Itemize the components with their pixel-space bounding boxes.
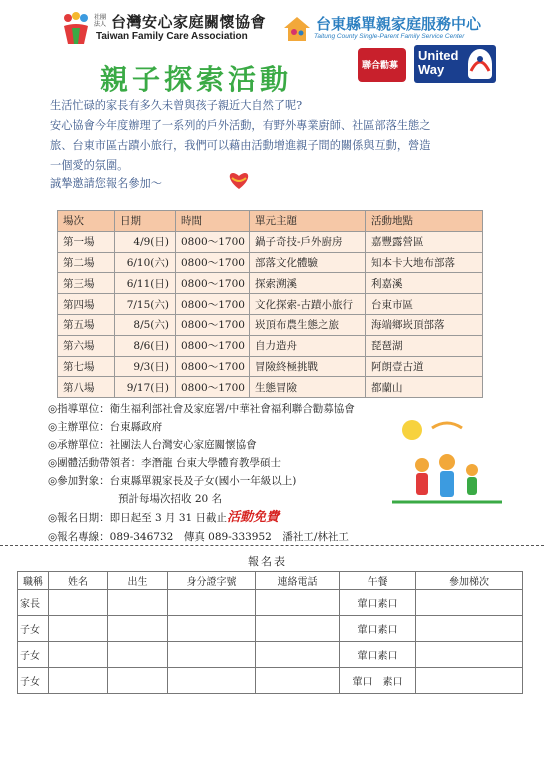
schedule-cell-time: 0800～1700 [176, 252, 250, 273]
schedule-cell-location: 都蘭山 [366, 377, 483, 398]
schedule-cell-date: 4/9(日) [115, 231, 176, 252]
form-cell-id-number[interactable] [168, 668, 256, 694]
schedule-cell-time: 0800～1700 [176, 273, 250, 294]
host-unit: ◎主辦單位：台東縣政府 [48, 421, 163, 433]
contact-info: ◎報名專線：089-346732 傳真 089-333952 潘社工/林社工 [48, 531, 349, 543]
schedule-cell-time: 0800～1700 [176, 356, 250, 377]
col-theme: 單元主題 [250, 211, 366, 232]
col-sessions: 參加梯次 [416, 572, 523, 590]
col-id-number: 身分證字號 [168, 572, 256, 590]
form-cell-role: 子女 [18, 642, 49, 668]
schedule-row [58, 273, 483, 294]
col-phone: 連絡電話 [256, 572, 340, 590]
association-name: 台灣安心家庭關懷協會 [111, 13, 267, 31]
intro-line-2: 安心協會今年度辦理了一系列的戶外活動，有野外專業廚師、社區部落生態之 [50, 119, 431, 132]
schedule-cell-session: 第二場 [58, 252, 115, 273]
form-cell-birth[interactable] [108, 590, 168, 616]
form-cell-id-number[interactable] [168, 642, 256, 668]
cut-line-divider [0, 545, 544, 546]
schedule-cell-location: 琵琶湖 [366, 335, 483, 356]
form-cell-phone[interactable] [256, 616, 340, 642]
form-cell-role: 子女 [18, 668, 49, 694]
intro-line-5: 誠摯邀請您報名參加～ [50, 177, 162, 190]
org-badge: 社團 法人 [94, 14, 107, 28]
schedule-cell-time: 0800～1700 [176, 231, 250, 252]
united-way-emblem-icon [468, 49, 492, 79]
schedule-cell-location: 知本卡大地布部落 [366, 252, 483, 273]
form-cell-meal[interactable]: 葷口素口 [340, 590, 416, 616]
schedule-cell-session: 第四場 [58, 294, 115, 315]
col-role: 職稱 [18, 572, 49, 590]
form-cell-name[interactable] [49, 668, 108, 694]
schedule-table [57, 210, 483, 398]
schedule-cell-time: 0800～1700 [176, 335, 250, 356]
schedule-cell-theme: 冒險終極挑戰 [250, 356, 366, 377]
schedule-row [58, 231, 483, 252]
schedule-cell-theme: 部落文化體驗 [250, 252, 366, 273]
center-name: 台東縣單親家庭服務中心 [316, 15, 482, 33]
schedule-cell-session: 第三場 [58, 273, 115, 294]
schedule-cell-session: 第六場 [58, 335, 115, 356]
col-location: 活動地點 [366, 211, 483, 232]
association-logo-icon [62, 12, 90, 46]
schedule-cell-time: 0800～1700 [176, 377, 250, 398]
schedule-row [58, 335, 483, 356]
form-title: 報名表 [248, 555, 287, 568]
schedule-cell-location: 台東市區 [366, 294, 483, 315]
form-cell-id-number[interactable] [168, 590, 256, 616]
schedule-cell-theme: 探索溯溪 [250, 273, 366, 294]
schedule-cell-theme: 生態冒險 [250, 377, 366, 398]
form-cell-name[interactable] [49, 642, 108, 668]
col-time: 時間 [176, 211, 250, 232]
schedule-row [58, 356, 483, 377]
form-row [18, 590, 523, 616]
schedule-cell-session: 第五場 [58, 314, 115, 335]
schedule-cell-time: 0800～1700 [176, 294, 250, 315]
col-birth: 出生 [108, 572, 168, 590]
form-cell-phone[interactable] [256, 668, 340, 694]
heart-hands-icon [224, 169, 254, 191]
signup-date: ◎報名日期：即日起至 3 月 31 日截止 [48, 512, 228, 524]
quota: 預計每場次招收 20 名 [118, 493, 223, 505]
organizer-unit: ◎承辦單位：社團法人台灣安心家庭關懷協會 [48, 439, 257, 451]
intro-line-4: 一個愛的氛圍。 [50, 159, 129, 172]
form-cell-sessions[interactable] [416, 590, 523, 616]
form-cell-sessions[interactable] [416, 668, 523, 694]
form-cell-phone[interactable] [256, 642, 340, 668]
col-name: 姓名 [49, 572, 108, 590]
schedule-cell-session: 第七場 [58, 356, 115, 377]
united-charity-label: 聯合勸募 [362, 61, 399, 71]
form-row [18, 668, 523, 694]
form-cell-sessions[interactable] [416, 616, 523, 642]
schedule-cell-session: 第八場 [58, 377, 115, 398]
col-date: 日期 [115, 211, 176, 232]
schedule-cell-date: 8/6(日) [115, 335, 176, 356]
col-session: 場次 [58, 211, 115, 232]
activity-leader: ◎團體活動帶領者：李潛龍 台東大學體育教學碩士 [48, 457, 281, 469]
schedule-cell-location: 海端鄉崁頂部落 [366, 314, 483, 335]
schedule-cell-location: 阿朗壹古道 [366, 356, 483, 377]
schedule-cell-location: 利嘉溪 [366, 273, 483, 294]
association-name-en: Taiwan Family Care Association [96, 31, 248, 42]
intro-line-3: 旅、台東市區古蹟小旅行，我們可以藉由活動增進親子間的關係與互動，營造 [50, 139, 431, 152]
schedule-row [58, 314, 483, 335]
participants: ◎參加對象：台東縣單親家長及子女(國小一年級以上) [48, 475, 297, 487]
schedule-row [58, 377, 483, 398]
schedule-cell-date: 9/17(日) [115, 377, 176, 398]
schedule-cell-time: 0800～1700 [176, 314, 250, 335]
form-cell-birth[interactable] [108, 668, 168, 694]
form-row [18, 616, 523, 642]
form-cell-birth[interactable] [108, 642, 168, 668]
form-row [18, 642, 523, 668]
family-illustration-icon [392, 410, 502, 510]
schedule-cell-date: 9/3(日) [115, 356, 176, 377]
guide-unit: ◎指導單位：衛生福利部社會及家庭署/中華社會福利聯合勸募協會 [48, 403, 355, 415]
form-header-row [18, 572, 523, 590]
registration-form-table [17, 571, 523, 694]
form-cell-id-number[interactable] [168, 616, 256, 642]
schedule-cell-date: 7/15(六) [115, 294, 176, 315]
page-title: 親子探索活動 [100, 63, 293, 96]
schedule-cell-date: 6/10(六) [115, 252, 176, 273]
free-label: 活動免費 [227, 510, 280, 525]
form-cell-birth[interactable] [108, 616, 168, 642]
schedule-row [58, 294, 483, 315]
schedule-cell-location: 嘉豐露營區 [366, 231, 483, 252]
form-cell-phone[interactable] [256, 590, 340, 616]
form-cell-sessions[interactable] [416, 642, 523, 668]
form-cell-name[interactable] [49, 590, 108, 616]
form-cell-role: 子女 [18, 616, 49, 642]
intro-line-1: 生活忙碌的家長有多久未曾與孩子親近大自然了呢? [50, 99, 303, 112]
form-cell-meal[interactable]: 葷口素口 [340, 616, 416, 642]
schedule-cell-date: 8/5(六) [115, 314, 176, 335]
form-cell-meal[interactable]: 葷口素口 [340, 642, 416, 668]
signup-period [48, 512, 279, 524]
schedule-cell-session: 第一場 [58, 231, 115, 252]
form-cell-meal[interactable]: 葷口 素口 [340, 668, 416, 694]
form-cell-name[interactable] [49, 616, 108, 642]
schedule-cell-date: 6/11(日) [115, 273, 176, 294]
schedule-row [58, 252, 483, 273]
col-lunch: 午餐 [340, 572, 416, 590]
schedule-cell-theme: 文化探索-古蹟小旅行 [250, 294, 366, 315]
schedule-header-row [58, 211, 483, 232]
schedule-cell-theme: 自力造舟 [250, 335, 366, 356]
united-way-label: United Way [418, 48, 459, 77]
schedule-cell-theme: 崁頂布農生態之旅 [250, 314, 366, 335]
center-logo-icon [282, 14, 312, 44]
center-name-en: Taitung County Single-Parent Family Service Center [314, 33, 465, 40]
schedule-cell-theme: 鍋子奇技-戶外廚房 [250, 231, 366, 252]
form-cell-role: 家長 [18, 590, 49, 616]
